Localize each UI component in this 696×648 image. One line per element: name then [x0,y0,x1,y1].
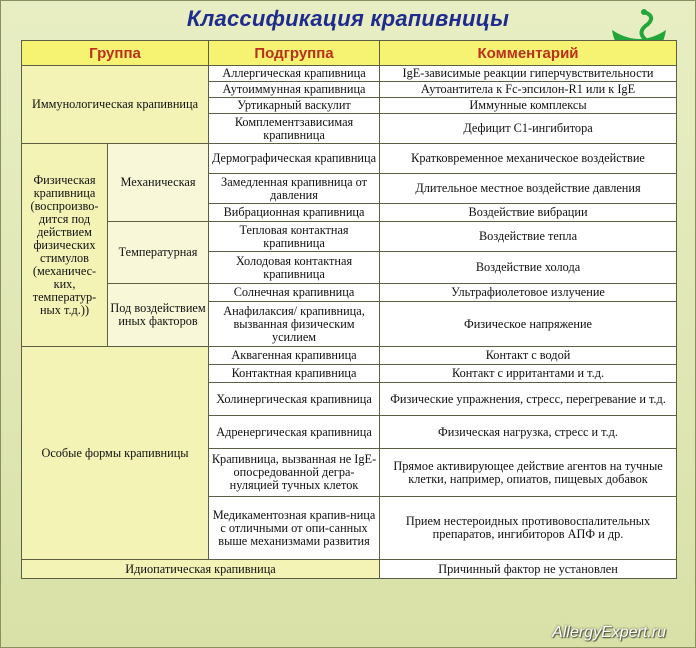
group-immunological: Иммунологическая крапивница [22,66,209,144]
group-special-forms: Особые формы крапивницы [22,347,209,560]
page-title: Классификация крапивницы [186,6,510,31]
row-comment: Иммунные комплексы [380,98,677,114]
row-name: Уртикарный васкулит [209,98,380,114]
row-comment: Дефицит С1-ингибитора [380,114,677,144]
row-comment: Прямое активирующее действие агентов на тучные клетки, например, опиатов, пищевых добавок [380,449,677,497]
row-name: Вибрационная крапивница [209,204,380,222]
classification-table [21,40,677,579]
header-comment: Комментарий [380,41,677,66]
row-comment: Воздействие холода [380,252,677,284]
subgroup-mechanical: Механическая [108,144,209,222]
header-subgroup: Подгруппа [209,41,380,66]
header-group: Группа [22,41,209,66]
row-name: Холодовая контактная крапивница [209,252,380,284]
row-comment: Прием нестероидных противовоспалительных препаратов, ингибиторов АПФ и др. [380,497,677,560]
row-name: Контактная крапивница [209,365,380,383]
row-comment: Физические упражнения, стресс, перегревание и т.д. [380,383,677,416]
row-name: Солнечная крапивница [209,284,380,302]
row-name: Адренергическая крапивница [209,416,380,449]
row-name: Дермографическая крапивница [209,144,380,174]
table-row [22,284,677,302]
row-comment: Физическая нагрузка, стресс и т.д. [380,416,677,449]
group-physical: Физическая крапивница (воспроизво-дится под действием физических стимулов (механичес-ких, температур-ных т.д.)) [22,144,108,347]
row-name: Замедленная крапивница от давления [209,174,380,204]
row-name: Крапивница, вызванная не IgE-опосредованной дегра-нуляцией тучных клеток [209,449,380,497]
row-comment: Ультрафиолетовое излучение [380,284,677,302]
table-header-row [22,41,677,66]
row-name: Анафилаксия/ крапивница, вызванная физическим усилием [209,302,380,347]
row-comment: Воздействие вибрации [380,204,677,222]
row-comment: IgE-зависимые реакции гиперчувствительности [380,66,677,82]
subgroup-thermal: Температурная [108,222,209,284]
table-row [22,144,677,174]
row-comment: Физическое напряжение [380,302,677,347]
row-comment: Аутоантитела к Fc-эпсилон-R1 или к IgE [380,82,677,98]
row-name: Аутоиммунная крапивница [209,82,380,98]
subgroup-other-factors: Под воздействием иных факторов [108,284,209,347]
row-comment: Кратковременное механическое воздействие [380,144,677,174]
row-name: Холинергическая крапивница [209,383,380,416]
row-name: Тепловая контактная крапивница [209,222,380,252]
table-row [22,560,677,579]
row-comment: Контакт с ирритантами и т.д. [380,365,677,383]
row-comment: Длительное местное воздействие давления [380,174,677,204]
site-watermark: AllergyExpert.ru [552,624,666,641]
row-comment: Причинный фактор не установлен [380,560,677,579]
table-row [22,66,677,82]
row-name: Медикаментозная крапив-ница с отличными от опи-санных выше механизмами развития [209,497,380,560]
row-comment: Воздействие тепла [380,222,677,252]
row-name: Комплементзависимая крапивница [209,114,380,144]
table-row [22,347,677,365]
table-row [22,222,677,252]
row-comment: Контакт с водой [380,347,677,365]
row-name: Аквагенная крапивница [209,347,380,365]
row-name: Аллергическая крапивница [209,66,380,82]
group-idiopathic: Идиопатическая крапивница [22,560,380,579]
